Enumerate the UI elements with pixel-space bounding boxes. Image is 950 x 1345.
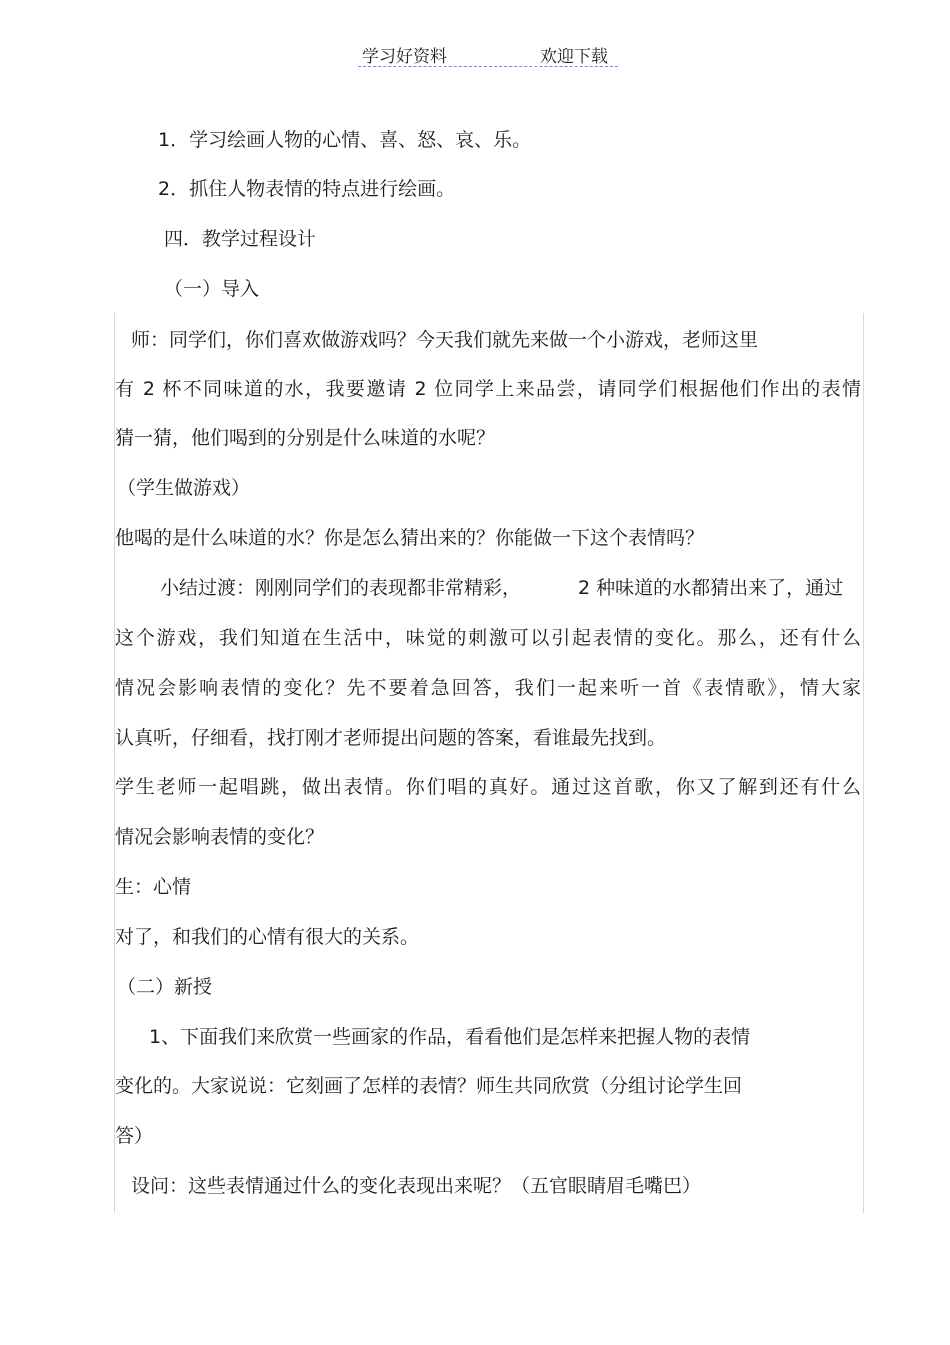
objective-item-2: 2．抓住人物表情的特点进行绘画。 [158,178,456,200]
paragraph-question-features: 设问：这些表情通过什么的变化表现出来呢？（五官眼睛眉毛嘴巴） [131,1175,702,1197]
paragraph-appreciation-line-3: 答） [115,1125,154,1147]
paragraph-summary-line-1a: 小结过渡：刚刚同学们的表现都非常精彩， [160,577,522,599]
page-header [358,40,618,67]
paragraph-appreciation-line-2: 变化的。大家说说：它刻画了怎样的表情？师生共同欣赏（分组讨论学生回 [115,1075,743,1097]
paragraph-summary-line-2: 这个游戏，我们知道在生活中，味觉的刺激可以引起表情的变化。那么，还有什么 [115,627,861,649]
header-left-text: 学习好资料 [362,47,447,67]
paragraph-summary-line-3: 情况会影响表情的变化？先不要着急回答，我们一起来听一首《表情歌》，情大家 [115,677,861,699]
paragraph-summary-line-4: 认真听，仔细看，找打刚才老师提出问题的答案，看谁最先找到。 [115,727,667,749]
subsection-heading-2: （二）新授 [117,976,213,998]
paragraph-teacher-intro-line-1: 师：同学们，你们喜欢做游戏吗？今天我们就先来做一个小游戏，老师这里 [131,329,759,351]
paragraph-student-game: （学生做游戏） [117,477,251,499]
paragraph-questions: 他喝的是什么味道的水？你是怎么猜出来的？你能做一下这个表情吗？ [115,527,705,549]
header-right-text: 欢迎下载 [540,47,608,67]
paragraph-song-line-2: 情况会影响表情的变化？ [115,826,325,848]
paragraph-teacher-confirm: 对了，和我们的心情有很大的关系。 [115,926,420,948]
paragraph-teacher-intro-line-2: 有 2 杯不同味道的水，我要邀请 2 位同学上来品尝，请同学们根据他们作出的表情 [115,378,861,400]
paragraph-student-answer: 生：心情 [115,876,192,898]
paragraph-song-line-1: 学生老师一起唱跳，做出表情。你们唱的真好。通过这首歌，你又了解到还有什么 [115,776,861,798]
paragraph-teacher-intro-line-3: 猜一猜，他们喝到的分别是什么味道的水呢？ [115,427,496,449]
paragraph-appreciation-line-1: 1、下面我们来欣赏一些画家的作品，看看他们是怎样来把握人物的表情 [149,1026,751,1048]
objective-item-1: 1．学习绘画人物的心情、喜、怒、哀、乐。 [158,129,532,151]
paragraph-summary-line-1b: 2 种味道的水都猜出来了，通过 [578,577,844,599]
section-heading-4: 四．教学过程设计 [164,228,317,250]
subsection-heading-1: （一）导入 [164,278,260,300]
